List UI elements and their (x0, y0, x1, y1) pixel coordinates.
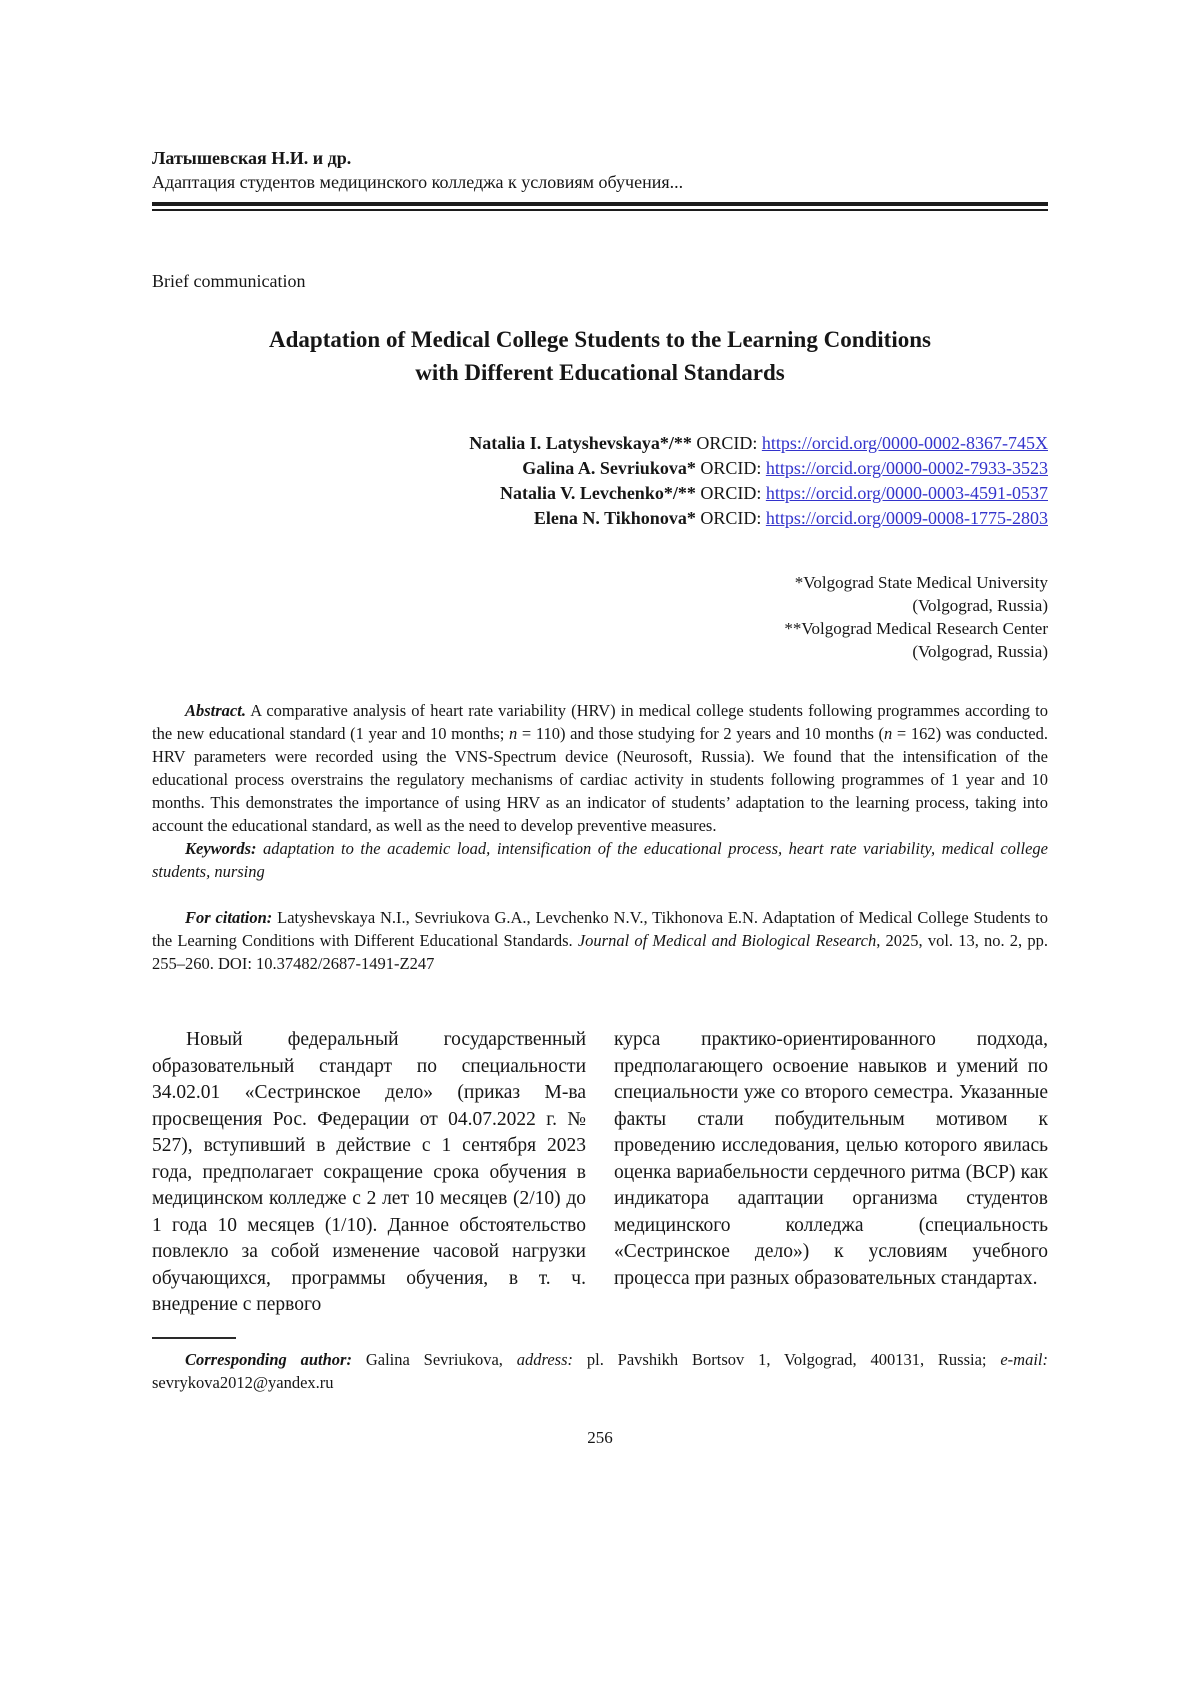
affiliations-block (152, 571, 1048, 663)
orcid-link[interactable]: https://orcid.org/0009-0008-1775-2803 (765, 508, 1048, 528)
orcid-label: ORCID: (700, 458, 762, 478)
address-label: address: (516, 1349, 574, 1369)
running-head (152, 146, 1048, 211)
article-title-line2: with Different Educational Standards (415, 360, 785, 385)
author-name: Elena N. Tikhonova* (533, 508, 696, 528)
keywords-text: adaptation to the academic load, intensification of the educational process, heart rate variability, medical college students, nursing (152, 839, 1048, 881)
body-column-left (152, 1027, 586, 1319)
citation-text: Latyshevskaya N.I., Sevriukova G.A., Levchenko N.V., Tikhonova E.N. Adaptation of Medical College Students to the Learning Conditions with Different Educational Standards. (152, 908, 1049, 950)
page-number: 256 (587, 1427, 613, 1447)
author-line (152, 456, 1048, 481)
affiliation-line: (Volgograd, Russia) (912, 642, 1048, 661)
author-line (152, 431, 1048, 456)
affiliation-line: (Volgograd, Russia) (912, 596, 1048, 615)
orcid-label: ORCID: (700, 508, 762, 528)
running-head-title: Адаптация студентов медицинского колледжа к условиям обучения... (152, 172, 684, 192)
affiliation-line: **Volgograd Medical Research Center (784, 619, 1048, 638)
abstract-paragraph (152, 699, 1048, 837)
article-title-line1: Adaptation of Medical College Students to the Learning Conditions (269, 327, 931, 352)
corresponding-author-label: Corresponding author: (185, 1349, 352, 1369)
body-paragraph-right: курса практико-ориентированного подхода, предполагающего освоение навыков и умений по специальности уже со второго семестра. Указанные факты стали побудительным мотивом к проведению исследования, целью которого явилась оценка вариабельности сердечного ритма (ВСР) как индикатора адаптации организма студентов медицинского колледжа (специальность «Сестринское дело») к условиям учебного процесса при разных образовательных стандартах. (614, 1029, 1048, 1289)
abstract-text: = 162) was conducted. HRV parameters were recorded using the VNS-Spectrum device (Neurosoft, Russia). We found that the intensification of the educational process overstrains the regulatory mechanisms of cardiac activity in students following programmes of 1 year and 10 months. This demonstrates the importance of using HRV as an indicator of students’ adaptation to the learning process, taking into account the educational standard, as well as the need to develop preventive measures. (152, 724, 1048, 835)
footnote-divider-rule (152, 1337, 236, 1339)
abstract-text: A comparative analysis of heart rate variability (HRV) in medical college students following programmes according to the new educational standard (1 year and 10 months; (152, 701, 1048, 743)
citation-journal-name: Journal of Medical and Biological Research (577, 931, 877, 950)
article-title (152, 323, 1048, 389)
author-name: Natalia I. Latyshevskaya*/** (469, 433, 692, 453)
orcid-label: ORCID: (700, 483, 762, 503)
email-text: sevrykova2012@yandex.ru (152, 1372, 334, 1392)
citation-label: For citation: (185, 908, 273, 927)
citation-text: , 2025, vol. 13, no. 2, pp. 255–260. DOI: 10.37482/2687-1491-Z247 (152, 931, 1048, 973)
authors-block (152, 431, 1048, 531)
corresponding-author-name: Galina Sevriukova, (351, 1349, 517, 1369)
orcid-link[interactable]: https://orcid.org/0000-0002-7933-3523 (765, 458, 1048, 478)
body-columns (152, 1027, 1048, 1319)
orcid-label: ORCID: (696, 433, 758, 453)
citation-paragraph (152, 906, 1048, 975)
author-name: Galina A. Sevriukova* (522, 458, 696, 478)
abstract-label: Abstract. (185, 701, 246, 720)
corresponding-author-footnote (152, 1348, 1048, 1394)
address-text: pl. Pavshikh Bortsov 1, Volgograd, 400131, Russia; (573, 1349, 1001, 1369)
article-type-label: Brief communication (152, 271, 306, 291)
author-name: Natalia V. Levchenko*/** (499, 483, 696, 503)
abstract-var-n: n (884, 724, 893, 743)
citation-block (152, 906, 1048, 975)
orcid-link[interactable]: https://orcid.org/0000-0003-4591-0537 (765, 483, 1048, 503)
abstract-var-n: n (508, 724, 518, 743)
abstract-text: = 110) and those studying for 2 years and 10 months ( (517, 724, 885, 743)
keywords-label: Keywords: (185, 839, 257, 858)
author-line (152, 506, 1048, 531)
body-paragraph-left: Новый федеральный государственный образовательный стандарт по специальности 34.02.01 «Сестринское дело» (приказ М-ва просвещения Рос. Федерации от 04.07.2022 г. № 527), вступивший в действие с 1 сентября 2023 года, предполагает сокращение срока обучения в медицинском колледже с 2 лет 10 месяцев (2/10) до 1 года 10 месяцев (1/10). Данное обстоятельство повлекло за собой изменение часовой нагрузки обучающихся, программы обучения, в т. ч. внедрение с первого (152, 1029, 586, 1315)
affiliation-line: *Volgograd State Medical University (794, 573, 1048, 592)
orcid-link[interactable]: https://orcid.org/0000-0002-8367-745X (761, 433, 1048, 453)
body-column-right (614, 1027, 1048, 1319)
abstract-keywords-block (152, 699, 1048, 883)
author-line (152, 481, 1048, 506)
header-divider-rule (152, 202, 1048, 211)
email-label: e-mail: (1000, 1349, 1048, 1369)
keywords-paragraph (152, 837, 1048, 883)
corresponding-author-paragraph (152, 1348, 1048, 1394)
running-head-authors: Латышевская Н.И. и др. (152, 148, 352, 168)
